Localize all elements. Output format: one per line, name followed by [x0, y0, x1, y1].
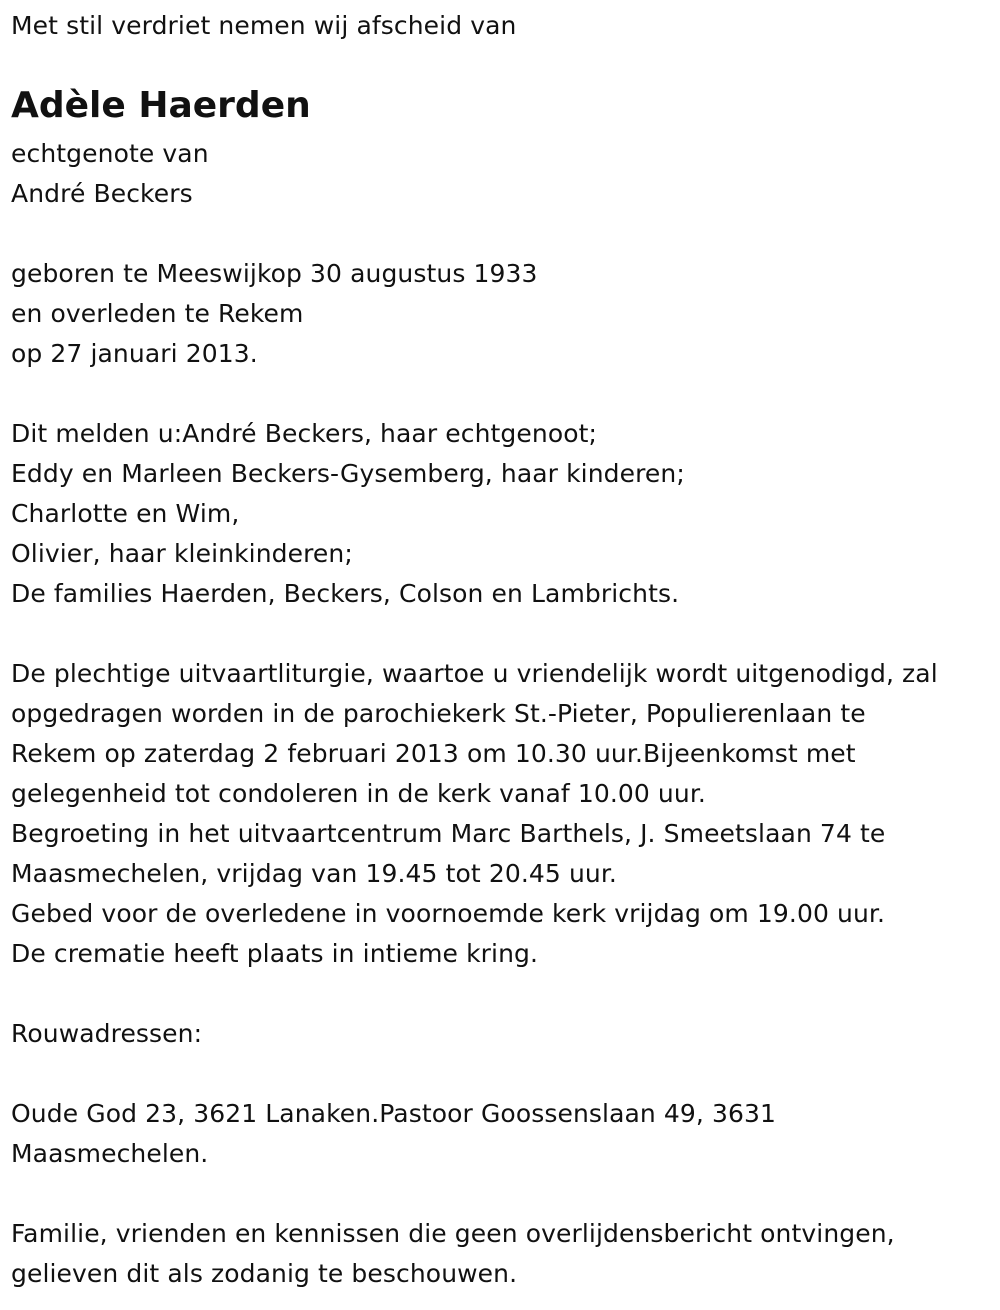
closing-line: gelieven dit als zodanig te beschouwen. — [11, 1259, 518, 1288]
family-line: De families Haerden, Beckers, Colson en Lambrichts. — [11, 579, 680, 608]
spouse-line: echtgenote van — [11, 139, 209, 168]
family-line: Charlotte en Wim, — [11, 499, 240, 528]
address-line: Maasmechelen. — [11, 1139, 209, 1168]
liturgy-line: Rekem op zaterdag 2 februari 2013 om 10.30 uur.Bijeenkomst met — [11, 739, 856, 768]
spouse-block — [11, 134, 209, 214]
spouse-line: André Beckers — [11, 179, 193, 208]
rouwadressen-label: Rouwadressen: — [11, 1019, 203, 1048]
liturgy-line: Gebed voor de overledene in voornoemde kerk vrijdag om 19.00 uur. — [11, 899, 886, 928]
family-line: Olivier, haar kleinkinderen; — [11, 539, 353, 568]
closing-line: Familie, vrienden en kennissen die geen overlijdensbericht ontvingen, — [11, 1219, 895, 1248]
birth-death-block — [11, 254, 538, 374]
liturgy-line: Maasmechelen, vrijdag van 19.45 tot 20.45 uur. — [11, 859, 617, 888]
liturgy-line: gelegenheid tot condoleren in de kerk vanaf 10.00 uur. — [11, 779, 706, 808]
intro-text: Met stil verdriet nemen wij afscheid van — [11, 11, 517, 40]
liturgy-line: opgedragen worden in de parochiekerk St.-Pieter, Populierenlaan te — [11, 699, 866, 728]
family-line: Eddy en Marleen Beckers-Gysemberg, haar kinderen; — [11, 459, 685, 488]
birth-death-line: op 27 januari 2013. — [11, 339, 258, 368]
address-line: Oude God 23, 3621 Lanaken.Pastoor Goossenslaan 49, 3631 — [11, 1099, 777, 1128]
liturgy-line: De crematie heeft plaats in intieme kring. — [11, 939, 539, 968]
closing-block — [11, 1214, 895, 1294]
liturgy-block — [11, 654, 938, 974]
deceased-name: Adèle Haerden — [11, 85, 311, 126]
addresses-block — [11, 1094, 776, 1174]
birth-death-line: en overleden te Rekem — [11, 299, 304, 328]
liturgy-line: Begroeting in het uitvaartcentrum Marc Barthels, J. Smeetslaan 74 te — [11, 819, 886, 848]
birth-death-line: geboren te Meeswijkop 30 augustus 1933 — [11, 259, 538, 288]
rouwadressen-heading — [11, 1014, 202, 1054]
liturgy-line: De plechtige uitvaartliturgie, waartoe u vriendelijk wordt uitgenodigd, zal — [11, 659, 938, 688]
family-line: Dit melden u:André Beckers, haar echtgenoot; — [11, 419, 598, 448]
family-block — [11, 414, 685, 614]
